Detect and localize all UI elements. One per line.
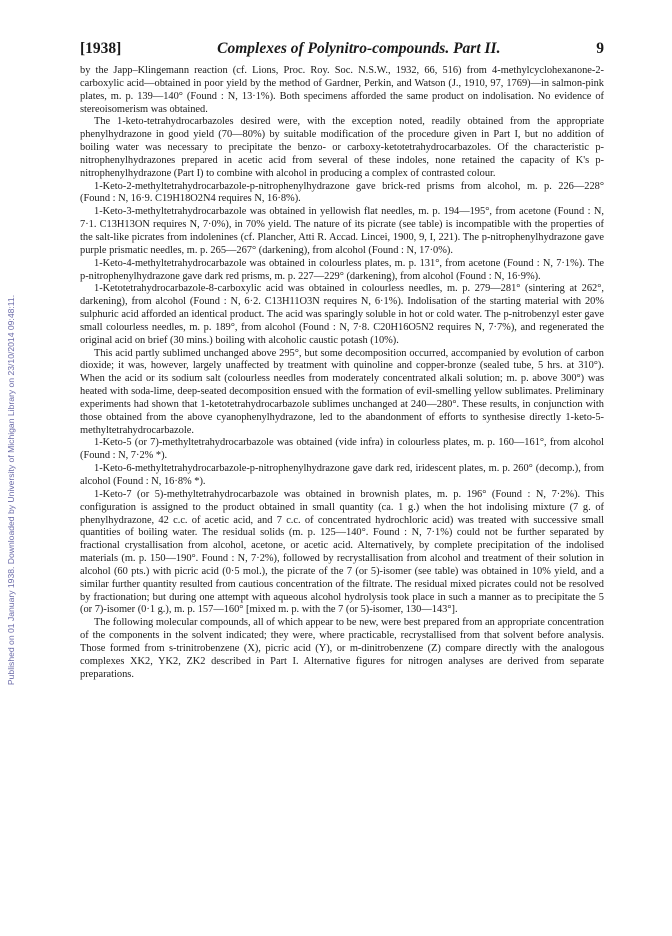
- paragraph-continuation: by the Japp–Klingemann reaction (cf. Lions, Proc. Roy. Soc. N.S.W., 1932, 66, 516) from 4-methylcyclohexanone-2-carboxylic acid—obtained in poor yield by the method of Gardner, Perkin, and Watson (J., 1910, 97, 1769)—in salmon-pink plates, m. p. 139—140° (Found : N, 13·1%). Both specimens afforded the same product on indolisation. No evidence of stereoisomerism was obtained.: [80, 65, 604, 115]
- journal-page: [80, 40, 604, 682]
- header-year: [1938]: [80, 40, 122, 57]
- download-watermark-text: Published on 01 January 1938. Downloaded by University of Michigan Library on 23/10/2014 09:48:11.: [6, 294, 16, 686]
- running-header: [80, 40, 604, 58]
- paragraph-4-methyl: 1-Keto-4-methyltetrahydrocarbazole was obtained in colourless plates, m. p. 131°, from acetone (Found : N, 7·1%). The p-nitrophenylhydrazone gave dark red prisms, m. p. 227—229° (darkening), from alcohol (Found : N, 16·9%).: [80, 257, 604, 282]
- paragraph-6-methyl: 1-Keto-6-methyltetrahydrocarbazole-p-nitrophenylhydrazone gave dark red, iridescent plates, m. p. 260° (decomp.), from alcohol (Found : N, 16·8% *).: [80, 463, 604, 487]
- paragraph-molecular-compounds: The following molecular compounds, all of which appear to be new, were best prepared from an appropriate concentration of the components in the solvent indicated; they were, where practicable, recrystallised from that solvent before analysis. Those formed from s-trinitrobenzene (X), picric acid (Y), or m-dinitrobenzene (Z) compare directly with the analogous complexes XK2, YK2, ZK2 described in Part I. Alternative figures for nitrogen analyses are derived from separate preparations.: [80, 617, 604, 680]
- paragraph-2-methyl: 1-Keto-2-methyltetrahydrocarbazole-p-nitrophenylhydrazone gave brick-red prisms from alcohol, m. p. 226—228° (Found : N, 16·9. C19H18O2N4 requires N, 16·8%).: [80, 180, 604, 205]
- header-page-number: 9: [596, 40, 604, 57]
- paragraph-7-or-5-methyl: 1-Keto-7 (or 5)-methyltetrahydrocarbazole was obtained in brownish plates, m. p. 196° (Found : N, 7·2%). This configuration is assigned to the product obtained in small quantity (ca. 1 g.) when the hot indolising mixture (7 g. of phenylhydrazone, 42 c.c. of acetic acid, and 7 c.c. of concentrated hydrochloric acid) was treated with successive small quantities of boiling water. The residual solids (m. p. 125—140°. Found : N, 7·1%) could not be further separated by fractional crystallisation from alcohol, acetone, or acetic acid. Alternatively, by complete precipitation of the indolised materials (m. p. 150—190°. Found : N, 7·2%), followed by recrystallisation from alcohol and treatment of their solution in alcohol (60 pts.) with picric acid (0·5 mol.), the picrate of the 7 (or 5)-isomer (see table) was obtained in 10% yield, and a similar further quantity resulted from cautious concentration of the filtrate. The residual mixed picrates could not be resolved by fractionation; but during one attempt with aqueous alcohol hydrolysis took place in such a manner as to precipitate the 5 (or 7)-isomer (0·1 g.), m. p. 157—160° [mixed m. p. with the 7 (or 5)-isomer, 130—143°].: [80, 488, 604, 616]
- paragraph-3-methyl: 1-Keto-3-methyltetrahydrocarbazole was obtained in yellowish flat needles, m. p. 194—195°, from acetone (Found : N, 7·1. C13H13ON requires N, 7·0%), in 70% yield. The nature of its picrate (see table) is incompatible with the properties of the salt-like picrates from indolenines (cf. Plancher, Atti R. Accad. Lincei, 1900, 9, I, 221). The p-nitrophenylhydrazone gave purple prismatic needles, m. p. 265—267° (darkening), from alcohol (Found : N, 17·0%).: [80, 206, 604, 256]
- body-text: [80, 65, 604, 682]
- header-title: Complexes of Polynitro-compounds. Part II.: [217, 40, 501, 57]
- paragraph-ketotetrahydrocarbazoles: The 1-keto-tetrahydrocarbazoles desired were, with the exception noted, readily obtained from the appropriate phenylhydrazone in good yield (70—80%) by suitable modification of the procedure given in Part I, but no addition of boiling water was necessary to precipitate the benzo- or carboxy-ketotetrahydrocarbazoles. Of the characteristic p-nitrophenylhydrazones prepared in acetic acid from several of these indoles, none retained the capacity of K's p-nitrophenylhydrazone (Part I) to combine with alcohol in producing a complex of contrasted colour.: [80, 116, 604, 179]
- paragraph-sublimation: This acid partly sublimed unchanged above 295°, but some decomposition occurred, accompanied by evolution of carbon dioxide; it was, however, largely unaffected by treatment with quinoline and copper-bronze (sealed tube, 5 hrs. at 310°). When the acid or its sodium salt (colourless needles from moderately concentrated alkali solution; m. p. above 300°) was heated with soda-lime, deep-seated decomposition ensued with the formation of evil-smelling yellow sublimates. Preliminary experiments had shown that 1-ketotetrahydrocarbazole sublimes unchanged at 240—280°. These results, in conjunction with those obtained from the above cyanophenylhydrazone, led to the abandonment of efforts to synthesise directly 1-keto-5-methyltetrahydrocarbazole.: [80, 347, 604, 436]
- paragraph-5-or-7-methyl: 1-Keto-5 (or 7)-methyltetrahydrocarbazole was obtained (vide infra) in colourless plates, m. p. 160—161°, from alcohol (Found : N, 7·2% *).: [80, 437, 604, 462]
- paragraph-8-carboxylic-acid: 1-Ketotetrahydrocarbazole-8-carboxylic acid was obtained in colourless needles, m. p. 279—281° (sintering at 262°, darkening), from alcohol (Found : N, 6·2. C13H11O3N requires N, 6·1%). Indolisation of the starting material with 20% sulphuric acid afforded an identical product. The acid was sparingly soluble in hot or cold water. The p-nitrobenzyl ester gave small colourless needles, m. p. 189°, from alcohol (Found : N, 7·8. C20H16O5N2 requires N, 7·7%), and regenerated the original acid on brief (30 mins.) boiling with alcoholic caustic potash (10%).: [80, 283, 604, 346]
- download-watermark: [0, 160, 22, 820]
